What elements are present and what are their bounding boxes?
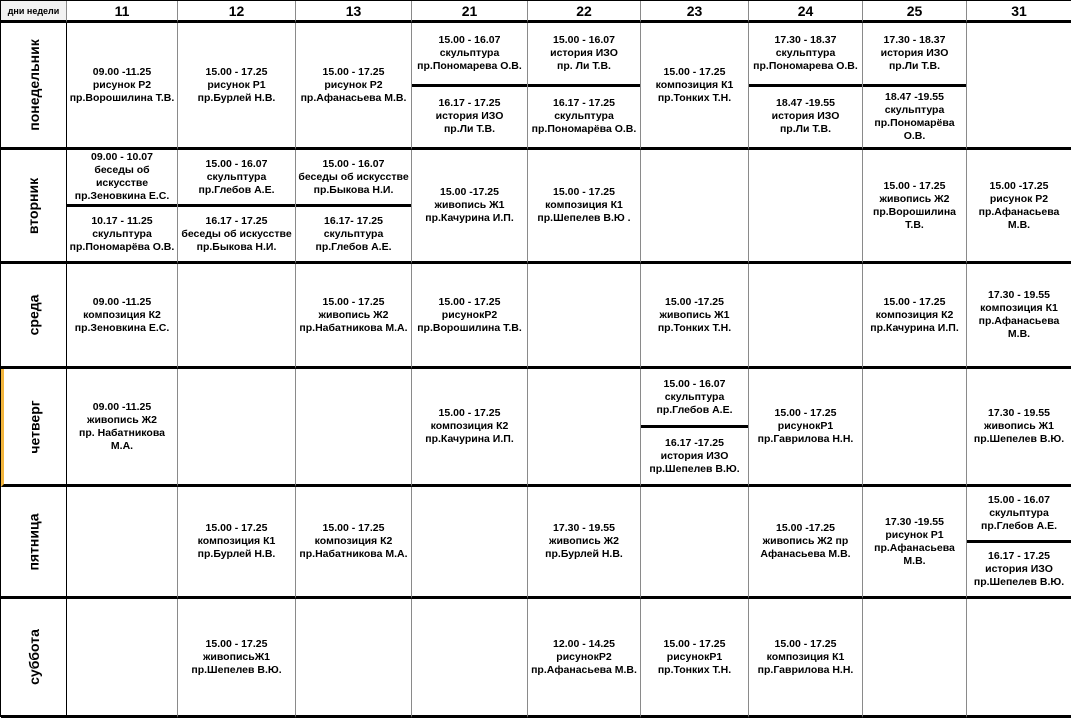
session-subject: история ИЗО <box>660 449 729 462</box>
day-label: пятница <box>25 512 42 571</box>
session-time: 15.00 - 16.07 <box>205 157 268 170</box>
session-time: 15.00 -17.25 <box>776 522 835 534</box>
session-time: 15.00 - 17.25 <box>883 295 946 308</box>
class-session[interactable] <box>296 23 411 147</box>
session-teacher: пр.Зеновкина Е.С. <box>74 190 170 202</box>
class-session[interactable] <box>528 84 640 148</box>
schedule-cell[interactable] <box>641 23 749 150</box>
schedule-cell[interactable] <box>296 599 412 718</box>
session-teacher: пр.Шепелев В.Ю . <box>537 212 631 224</box>
day-cell <box>1 369 67 487</box>
class-session[interactable] <box>641 425 748 484</box>
class-session[interactable] <box>412 150 527 261</box>
session-time: 15.00 - 17.25 <box>438 295 501 308</box>
class-session[interactable] <box>67 23 177 147</box>
session-time: 17.30 - 18.37 <box>883 33 946 46</box>
session-teacher: пр.Пономарева О.В. <box>753 59 858 72</box>
session-teacher: пр.Афанасьева М.В. <box>978 205 1060 231</box>
class-session[interactable] <box>641 23 748 147</box>
session-subject: композиция К2 <box>314 535 393 547</box>
session-subject: скульптура <box>664 390 725 403</box>
schedule-cell[interactable] <box>528 150 641 264</box>
class-session[interactable] <box>412 369 527 484</box>
session-time: 17.30 - 19.55 <box>553 522 615 534</box>
class-session[interactable] <box>528 487 640 596</box>
session-subject: история ИЗО <box>880 46 949 59</box>
schedule-cell[interactable] <box>178 264 296 369</box>
session-subject: скульптура <box>884 103 945 116</box>
class-session[interactable] <box>967 487 1071 540</box>
class-session[interactable] <box>863 84 966 148</box>
schedule-cell[interactable] <box>641 487 749 599</box>
session-subject: рисунок Р2 <box>324 78 383 91</box>
session-time: 15.00 - 17.25 <box>322 295 385 308</box>
day-cell <box>1 599 67 718</box>
class-session[interactable] <box>178 487 295 596</box>
session-time: 15.00 - 16.07 <box>988 494 1050 506</box>
day-label: понедельник <box>25 39 42 131</box>
session-time: 16.17 - 17.25 <box>438 97 501 110</box>
schedule-cell[interactable] <box>528 369 641 487</box>
schedule-cell[interactable] <box>863 599 967 718</box>
session-teacher: пр.Шепелев В.Ю. <box>649 462 740 475</box>
session-teacher: пр.Пономарёва О.В. <box>531 123 637 136</box>
schedule-cell[interactable] <box>749 23 863 150</box>
session-subject: скульптура <box>989 507 1049 519</box>
day-label: четверг <box>27 399 43 454</box>
schedule-cell[interactable] <box>412 487 528 599</box>
class-session[interactable] <box>67 150 177 204</box>
schedule-cell[interactable] <box>412 23 528 150</box>
schedule-cell[interactable] <box>178 369 296 487</box>
session-teacher: пр.Тонких Т.Н. <box>657 321 732 334</box>
schedule-cell[interactable] <box>863 369 967 487</box>
group-header-21[interactable]: 21 <box>412 1 528 23</box>
session-time: 09.00 - 10.07 <box>91 151 153 163</box>
session-teacher: пр.Афанасьева М.В. <box>300 91 407 104</box>
session-teacher: пр.Ворошилина Т.В. <box>69 91 175 104</box>
class-session[interactable] <box>863 150 966 261</box>
class-session[interactable] <box>749 599 862 715</box>
day-cell <box>1 23 67 150</box>
session-subject: композиция К1 <box>655 78 734 91</box>
session-time: 15.00 - 17.25 <box>883 179 946 192</box>
class-session[interactable] <box>967 264 1071 366</box>
schedule-cell[interactable] <box>641 150 749 264</box>
session-time: 15.00 - 16.07 <box>438 33 501 46</box>
session-teacher: пр. Ли Т.В. <box>557 59 611 72</box>
session-teacher: пр.Афанасьева М.В. <box>874 541 955 567</box>
session-teacher: пр.Пономарева О.В. <box>417 59 522 72</box>
session-teacher: пр.Глебов А.Е. <box>980 520 1058 532</box>
schedule-cell[interactable] <box>863 487 967 599</box>
session-teacher: пр.Ли Т.В. <box>888 59 941 72</box>
session-time: 16.17 - 17.25 <box>553 97 615 110</box>
session-subject: беседы об искусстве <box>181 227 292 240</box>
session-time: 16.17 - 17.25 <box>988 550 1050 562</box>
schedule-cell[interactable] <box>412 599 528 718</box>
session-subject: живопись Ж2 <box>87 413 157 426</box>
schedule-cell[interactable] <box>749 369 863 487</box>
schedule-cell[interactable] <box>641 369 749 487</box>
session-subject: рисунокР1 <box>666 650 723 663</box>
session-subject: история ИЗО <box>550 46 618 59</box>
schedule-cell[interactable] <box>67 150 178 264</box>
schedule-cell[interactable] <box>749 150 863 264</box>
corner-header-cell: дни недели <box>1 1 67 23</box>
session-subject: беседы об искусстве <box>94 164 150 189</box>
session-teacher: пр.Пономарёва О.В. <box>69 240 175 253</box>
day-cell <box>1 150 67 264</box>
schedule-cell[interactable] <box>528 599 641 718</box>
session-subject: скульптура <box>554 110 614 123</box>
class-session[interactable] <box>67 369 177 484</box>
class-session[interactable] <box>67 204 177 261</box>
session-time: 15.00 - 17.25 <box>438 407 501 419</box>
schedule-cell[interactable] <box>178 599 296 718</box>
session-teacher: пр.Глебов А.Е. <box>198 183 275 196</box>
session-time: 16.17 - 17.25 <box>205 214 268 227</box>
session-time: 17.30 - 18.37 <box>774 33 837 46</box>
class-session[interactable] <box>967 369 1071 484</box>
class-session[interactable] <box>412 84 527 148</box>
schedule-cell[interactable] <box>967 487 1071 599</box>
session-time: 15.00 - 17.25 <box>205 637 268 650</box>
session-subject: живопись Ж2 <box>879 192 950 205</box>
schedule-cell[interactable] <box>67 23 178 150</box>
session-teacher: пр.Афанасьева М.В. <box>531 663 637 676</box>
class-session[interactable] <box>749 369 862 484</box>
class-session[interactable] <box>749 84 862 148</box>
session-subject: рисунок Р1 <box>885 528 944 541</box>
session-time: 15.00 - 17.25 <box>322 522 385 534</box>
session-teacher: пр.Шепелев В.Ю. <box>973 576 1065 588</box>
session-teacher: пр.Набатникова М.А. <box>299 548 408 560</box>
session-subject: рисунок Р2 <box>989 192 1049 205</box>
day-label: вторник <box>25 177 42 234</box>
class-session[interactable] <box>296 264 411 366</box>
session-teacher: пр.Глебов А.Е. <box>315 240 392 253</box>
session-time: 16.17- 17.25 <box>324 214 383 227</box>
schedule-cell[interactable] <box>967 599 1071 718</box>
session-time: 17.30 - 19.55 <box>988 289 1050 301</box>
session-teacher: пр.Быкова Н.И. <box>196 240 277 253</box>
session-subject: история ИЗО <box>985 563 1053 575</box>
session-time: 18.47 -19.55 <box>885 90 944 103</box>
session-time: 17.30 - 19.55 <box>988 407 1050 419</box>
session-subject: живопись Ж2 <box>318 308 389 321</box>
session-subject: живописьЖ1 <box>202 650 271 663</box>
schedule-cell[interactable] <box>67 369 178 487</box>
schedule-cell[interactable] <box>749 599 863 718</box>
session-subject: скульптура <box>323 227 384 240</box>
schedule-cell[interactable] <box>178 150 296 264</box>
session-teacher: пр.Быкова Н.И. <box>313 183 394 196</box>
session-subject: скульптура <box>439 46 500 59</box>
session-subject: живопись Ж1 <box>984 420 1054 432</box>
session-subject: композиция К2 <box>875 308 954 321</box>
session-time: 15.00 - 17.25 <box>205 65 268 78</box>
session-time: 15.00 - 16.07 <box>553 33 615 46</box>
session-teacher: пр.Бурлей Н.В. <box>545 548 623 560</box>
session-time: 15.00 - 16.07 <box>663 377 726 390</box>
session-time: 16.17 -17.25 <box>665 436 724 449</box>
schedule-cell[interactable] <box>178 487 296 599</box>
schedule-cell[interactable] <box>967 23 1071 150</box>
day-label: суббота <box>25 629 42 685</box>
class-session[interactable] <box>863 23 966 84</box>
class-session[interactable] <box>528 23 640 84</box>
class-session[interactable] <box>178 204 295 261</box>
session-teacher: пр.Зеновкина Е.С. <box>74 321 170 334</box>
schedule-cell[interactable] <box>412 150 528 264</box>
schedule-cell[interactable] <box>412 264 528 369</box>
schedule-cell[interactable] <box>296 487 412 599</box>
session-teacher: пр.Тонких Т.Н. <box>657 91 732 104</box>
group-header-31[interactable]: 31 <box>967 1 1071 23</box>
session-subject: рисунокР2 <box>441 308 498 321</box>
session-subject: скульптура <box>92 227 152 240</box>
group-header-13[interactable]: 13 <box>296 1 412 23</box>
schedule-cell[interactable] <box>967 264 1071 369</box>
class-session[interactable] <box>296 150 411 204</box>
session-subject: рисунок Р2 <box>92 78 152 91</box>
session-subject: история ИЗО <box>771 110 840 123</box>
schedule-cell[interactable] <box>67 264 178 369</box>
schedule-cell[interactable] <box>296 150 412 264</box>
session-subject: скульптура <box>206 170 267 183</box>
schedule-cell[interactable] <box>296 23 412 150</box>
session-teacher: пр.Набатникова М.А. <box>299 321 408 334</box>
class-session[interactable] <box>528 599 640 715</box>
session-teacher: пр. Набатникова М.А. <box>79 426 165 452</box>
session-time: 10.17 - 11.25 <box>91 214 153 227</box>
session-subject: история ИЗО <box>435 110 504 123</box>
session-teacher: пр.Бурлей Н.В. <box>197 91 276 104</box>
session-time: 18.47 -19.55 <box>776 97 835 110</box>
day-cell <box>1 264 67 369</box>
session-time: 15.00 - 17.25 <box>205 522 268 534</box>
session-teacher: пр.Ворошилина Т.В. <box>417 321 522 334</box>
schedule-cell[interactable] <box>863 23 967 150</box>
session-teacher: пр.Ли Т.В. <box>443 123 496 136</box>
session-teacher: пр.Ли Т.В. <box>779 123 832 136</box>
session-subject: композиция К1 <box>980 302 1058 314</box>
class-session[interactable] <box>863 264 966 366</box>
session-teacher: пр.Пономарёва О.В. <box>874 116 955 142</box>
session-time: 09.00 -11.25 <box>92 65 152 78</box>
class-session[interactable] <box>178 23 295 147</box>
session-teacher: пр.Шепелев В.Ю. <box>191 663 282 676</box>
session-subject: живопись Ж2 <box>549 535 619 547</box>
schedule-cell[interactable] <box>967 150 1071 264</box>
schedule-cell[interactable] <box>749 487 863 599</box>
day-cell <box>1 487 67 599</box>
class-session[interactable] <box>412 264 527 366</box>
session-time: 15.00 - 17.25 <box>322 65 385 78</box>
session-time: 09.00 -11.25 <box>92 400 152 413</box>
session-time: 15.00 - 16.07 <box>322 157 385 170</box>
schedule-cell[interactable] <box>296 369 412 487</box>
session-subject: живопись Ж1 <box>659 308 730 321</box>
session-subject: беседы об искусстве <box>298 170 409 183</box>
session-teacher: пр.Гаврилова Н.Н. <box>757 433 854 445</box>
session-time: 15.00 -17.25 <box>665 295 724 308</box>
schedule-cell[interactable] <box>67 599 178 718</box>
session-subject: композиция К2 <box>83 308 161 321</box>
session-teacher: пр.Качурина И.П. <box>425 433 514 445</box>
schedule-cell[interactable] <box>641 599 749 718</box>
day-label: среда <box>25 294 42 336</box>
session-time: 15.00 - 17.25 <box>553 186 615 198</box>
session-time: 15.00 -17.25 <box>989 179 1049 192</box>
session-time: 12.00 - 14.25 <box>553 637 615 650</box>
session-subject: скульптура <box>775 46 836 59</box>
session-subject: рисунок Р1 <box>207 78 266 91</box>
session-teacher: пр.Ворошилина Т.В. <box>872 205 956 231</box>
session-teacher: Афанасьева М.В. <box>760 548 851 560</box>
class-session[interactable] <box>296 487 411 596</box>
group-header-12[interactable]: 12 <box>178 1 296 23</box>
schedule-cell[interactable] <box>641 264 749 369</box>
group-header-25[interactable]: 25 <box>863 1 967 23</box>
session-subject: рисунокР1 <box>777 420 834 432</box>
session-teacher: пр.Глебов А.Е. <box>656 403 733 416</box>
class-session[interactable] <box>641 369 748 425</box>
schedule-cell[interactable] <box>412 369 528 487</box>
schedule-cell[interactable] <box>863 150 967 264</box>
session-teacher: пр.Шепелев В.Ю. <box>973 433 1065 445</box>
class-session[interactable] <box>528 150 640 261</box>
schedule-cell[interactable] <box>528 264 641 369</box>
session-time: 15.00 - 17.25 <box>663 65 726 78</box>
session-time: 09.00 -11.25 <box>92 295 152 308</box>
session-subject: живопись Ж2 пр <box>762 535 849 547</box>
session-teacher: пр.Гаврилова Н.Н. <box>757 663 854 676</box>
session-teacher: пр.Тонких Т.Н. <box>657 663 732 676</box>
class-session[interactable] <box>863 487 966 596</box>
group-header-11[interactable]: 11 <box>67 1 178 23</box>
session-subject: композиция К1 <box>766 650 845 663</box>
class-session[interactable] <box>967 540 1071 596</box>
session-teacher: пр.Качурина И.П. <box>870 321 959 334</box>
session-time: 15.00 -17.25 <box>440 186 499 198</box>
class-session[interactable] <box>641 599 748 715</box>
session-time: 15.00 - 17.25 <box>774 407 837 419</box>
class-session[interactable] <box>749 23 862 84</box>
schedule-cell[interactable] <box>749 264 863 369</box>
session-teacher: пр.Качурина И.П. <box>425 212 514 224</box>
class-session[interactable] <box>641 264 748 366</box>
schedule-cell[interactable] <box>296 264 412 369</box>
class-session[interactable] <box>178 599 295 715</box>
class-session[interactable] <box>296 204 411 261</box>
schedule-cell[interactable] <box>967 369 1071 487</box>
session-subject: композиция К1 <box>545 199 623 211</box>
class-session[interactable] <box>67 264 177 366</box>
session-subject: рисунокР2 <box>556 650 612 663</box>
group-header-22[interactable]: 22 <box>528 1 641 23</box>
session-subject: композиция К1 <box>197 535 276 547</box>
session-time: 15.00 - 17.25 <box>663 637 726 650</box>
session-teacher: пр.Бурлей Н.В. <box>197 548 276 560</box>
class-session[interactable] <box>178 150 295 204</box>
session-teacher: пр.Афанасьева М.В. <box>978 315 1060 340</box>
session-subject: композиция К2 <box>430 420 509 432</box>
schedule-cell[interactable] <box>178 23 296 150</box>
class-session[interactable] <box>412 23 527 84</box>
group-header-24[interactable]: 24 <box>749 1 863 23</box>
class-session[interactable] <box>967 150 1071 261</box>
session-subject: живопись Ж1 <box>434 199 505 211</box>
session-time: 17.30 -19.55 <box>885 515 944 528</box>
class-session[interactable] <box>749 487 862 596</box>
schedule-cell[interactable] <box>528 487 641 599</box>
session-time: 15.00 - 17.25 <box>774 637 837 650</box>
schedule-cell[interactable] <box>863 264 967 369</box>
schedule-cell[interactable] <box>67 487 178 599</box>
schedule-cell[interactable] <box>528 23 641 150</box>
group-header-23[interactable]: 23 <box>641 1 749 23</box>
